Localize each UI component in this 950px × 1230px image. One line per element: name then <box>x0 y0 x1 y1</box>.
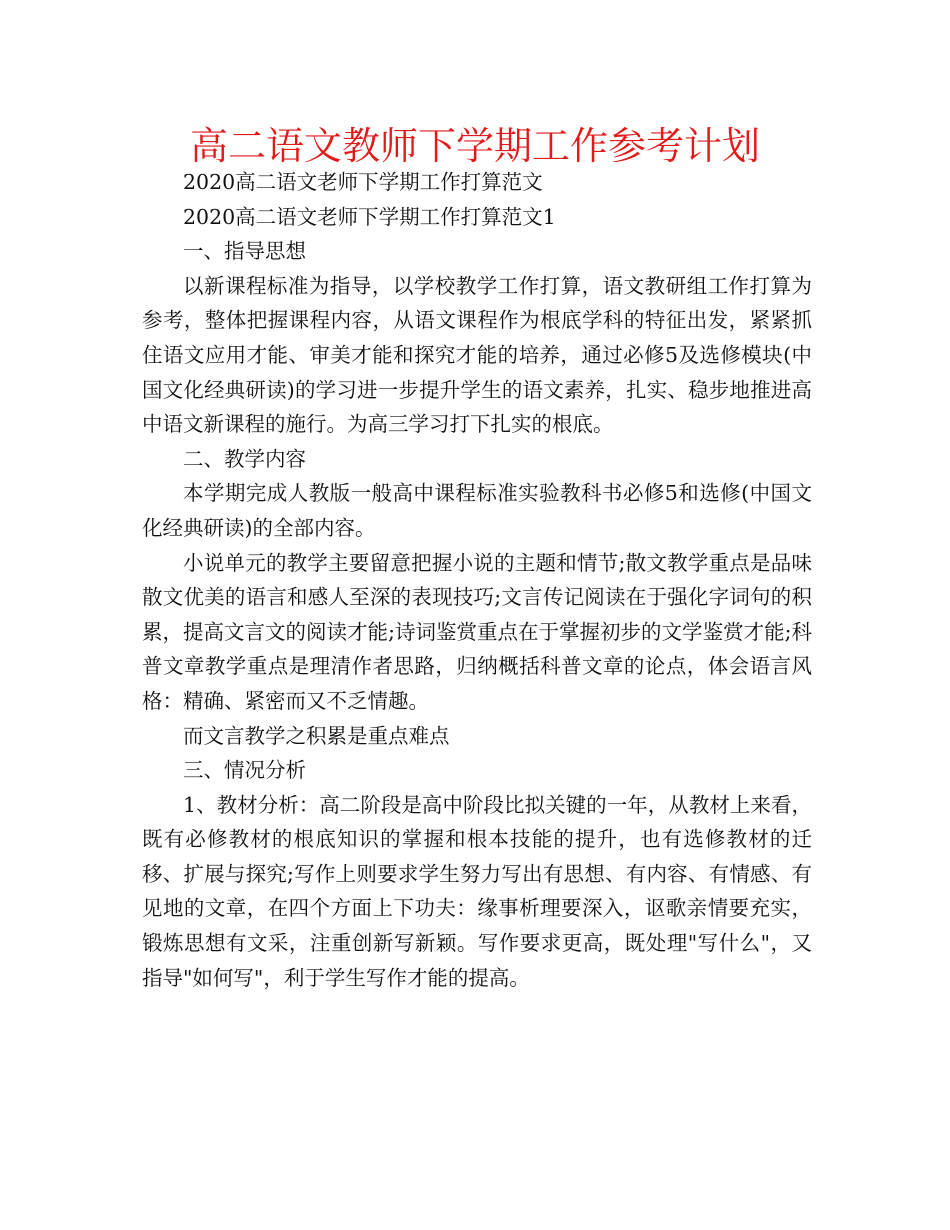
section-heading-situation-analysis: 三、情况分析 <box>183 758 306 783</box>
body-paragraph: 以新课程标准为指导，以学校教学工作打算，语文教研组工作打算为参考，整体把握课程内容，从语文课程作为根底学科的特征出发，紧紧抓住语文应用才能、审美才能和探究才能的培养，通过必修5及选修模块(中国文化经典研读)的学习进一步提升学生的语文素养，扎实、稳步地推进高中语文新课程的施行。为高三学习打下扎实的根底。 <box>142 273 812 437</box>
body-paragraph: 本学期完成人教版一般高中课程标准实验教科书必修5和选修(中国文化经典研读)的全部内容。 <box>142 481 812 540</box>
section-heading-teaching-content: 二、教学内容 <box>183 446 306 471</box>
document-body <box>142 165 812 995</box>
section-heading-guiding-thought: 一、指导思想 <box>183 239 306 264</box>
subtitle-paragraph: 2020高二语文老师下学期工作打算范文 <box>183 170 543 194</box>
body-paragraph: 而文言教学之积累是重点难点 <box>183 723 450 748</box>
subtitle-paragraph-1: 2020高二语文老师下学期工作打算范文1 <box>183 204 556 229</box>
document-title: 高二语文教师下学期工作参考计划 <box>189 124 760 168</box>
body-paragraph: 小说单元的教学主要留意把握小说的主题和情节;散文教学重点是品味散文优美的语言和感人至深的表现技巧;文言传记阅读在于强化字词句的积累，提高文言文的阅读才能;诗词鉴赏重点在于掌握初步的文学鉴赏才能;科普文章教学重点是理清作者思路，归纳概括科普文章的论点，体会语言风格：精确、紧密而又不乏情趣。 <box>142 550 812 713</box>
body-paragraph: 1、教材分析：高二阶段是高中阶段比拟关键的一年，从教材上来看，既有必修教材的根底知识的掌握和根本技能的提升，也有选修教材的迁移、扩展与探究;写作上则要求学生努力写出有思想、有内容、有情感、有见地的文章，在四个方面上下功夫：缘事析理要深入，讴歌亲情要充实，锻炼思想有文采，注重创新写新颖。写作要求更高，既处理"写什么"，又指导"如何写"，利于学生写作才能的提高。 <box>142 792 812 990</box>
